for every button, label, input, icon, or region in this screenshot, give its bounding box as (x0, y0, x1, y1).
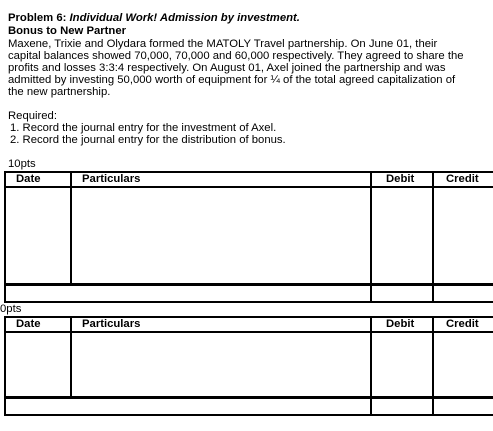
debit-total-cell[interactable] (372, 286, 432, 301)
header-particulars: Particulars (82, 318, 141, 330)
date-cell[interactable] (6, 188, 70, 283)
header-particulars: Particulars (82, 173, 141, 185)
problem-subtitle: Bonus to New Partner (8, 25, 127, 37)
header-credit: Credit (446, 173, 479, 185)
header-date: Date (16, 173, 41, 185)
problem-title (8, 12, 300, 24)
debit-cell[interactable] (372, 333, 432, 396)
header-credit: Credit (446, 318, 479, 330)
problem-title-italic: Individual Work! Admission by investment. (69, 12, 300, 24)
particulars-cell[interactable] (72, 188, 370, 283)
body-line: the new partnership. (8, 86, 111, 98)
credit-total-cell[interactable] (434, 286, 493, 301)
body-line: profits and losses 3:3:4 respectively. On August 01, Axel joined the partnership and was (8, 62, 446, 74)
credit-total-cell[interactable] (434, 399, 493, 414)
points-label: 0pts (0, 303, 22, 315)
problem-number: Problem 6: (8, 12, 70, 24)
credit-cell[interactable] (434, 188, 493, 283)
credit-cell[interactable] (434, 333, 493, 396)
points-label: 10pts (8, 158, 36, 170)
date-cell[interactable] (6, 333, 70, 396)
debit-cell[interactable] (372, 188, 432, 283)
particulars-cell[interactable] (72, 333, 370, 396)
requirement-item: 1. Record the journal entry for the investment of Axel. (10, 122, 277, 134)
debit-total-cell[interactable] (372, 399, 432, 414)
header-debit: Debit (386, 318, 415, 330)
header-date: Date (16, 318, 41, 330)
journal-table-2 (4, 316, 493, 416)
body-line: Maxene, Trixie and Olydara formed the MATOLY Travel partnership. On June 01, their (8, 38, 438, 50)
journal-table-1 (4, 171, 493, 303)
body-line: admitted by investing 50,000 worth of equipment for ¼ of the total agreed capitalization of (8, 74, 456, 86)
requirement-item: 2. Record the journal entry for the distribution of bonus. (10, 134, 286, 146)
header-debit: Debit (386, 173, 415, 185)
body-line: capital balances showed 70,000, 70,000 and 60,000 respectively. They agreed to share the (8, 50, 464, 62)
required-label: Required: (8, 110, 57, 122)
